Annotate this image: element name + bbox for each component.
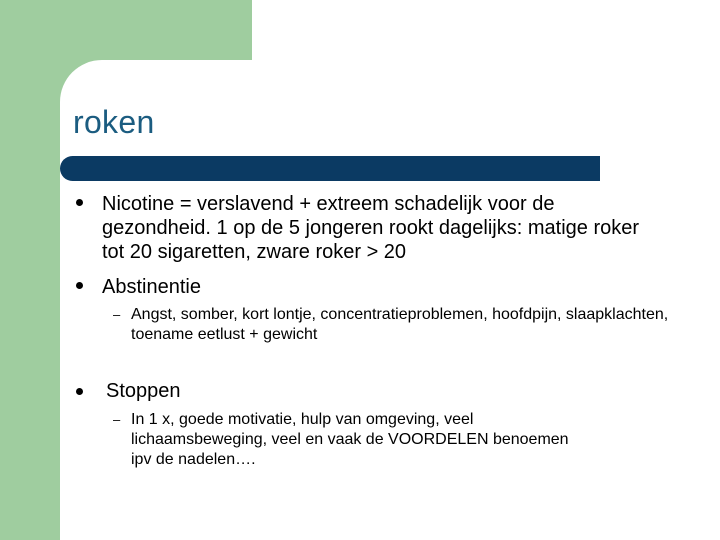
bullet-item-nicotine: Nicotine = verslavend + extreem schadelijk voor de gezondheid. 1 op de 5 jongeren rookt dagelijks: matige roker tot 20 sigaretten, zware roker > 20 — [102, 193, 640, 263]
title-underline-bar — [60, 156, 600, 181]
bullet-item-stoppen: Stoppen — [106, 380, 181, 402]
bullet-icon — [76, 388, 83, 395]
slide-title: roken — [73, 104, 155, 140]
dash-icon: – — [113, 307, 121, 322]
sub-item-abstinentie: Angst, somber, kort lontje, concentratieproblemen, hoofdpijn, slaapklachten, toename eetlust + gewicht — [131, 306, 669, 343]
bullet-icon — [76, 199, 83, 206]
bullet-icon — [76, 282, 83, 289]
bullet-item-abstinentie: Abstinentie — [102, 276, 201, 298]
dash-icon: – — [113, 412, 121, 427]
sub-item-stoppen: In 1 x, goede motivatie, hulp van omgeving, veel lichaamsbeweging, veel en vaak de VOORDELEN benoemen ipv de nadelen…. — [131, 411, 569, 468]
